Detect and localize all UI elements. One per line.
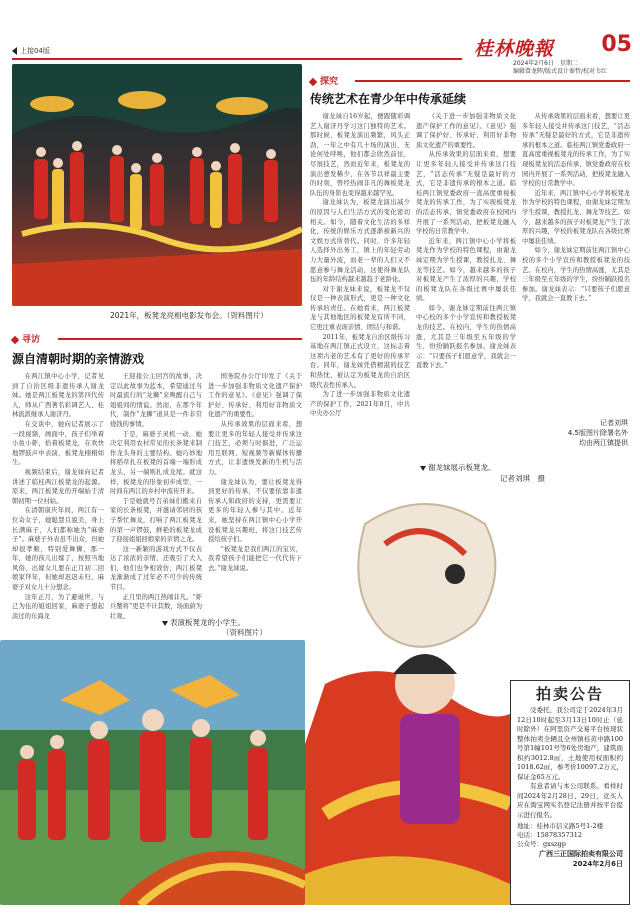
notice-body-p2: 有意者请与本公司联系。看样时间2024年2月28日、29日，竞买人应在淘宝网实名登记注册并按平台提示进行报名。 <box>517 782 623 819</box>
left-col3-p1: 国务院办公厅印发了《关于进一步加强非物质文化遗产保护工作的意见》。《意见》强调了保护好、传承好、利用好非物质文化遗产的重要性。 <box>208 373 302 419</box>
diamond-icon <box>309 77 317 85</box>
left-col3-p2: 从传承效果的层面来看，想要让更多的年轻人接受并传承这门技艺，必须与时俱进，广泛运用互联网、短视频等新媒体传播方式，让非遗焕发新的生机与活力。 <box>208 420 302 476</box>
left-col-2 <box>110 372 202 622</box>
dateline <box>513 60 633 76</box>
left-col1-p4: 在清朝康庆年间，两江有一位奇女子，她聪慧且貌美，身上长满麻子，人们都称她为“麻婆子”。麻婆子外表虽不出众，但她却很孝顺，特别爱舞狮，那一年，她的孩儿出嫁了，按照当地风俗，出嫁女儿要在正月初二回娘家拜年，但她却迟迟未归，麻婆子对女儿十分想念。 <box>12 507 104 592</box>
masthead <box>470 34 640 62</box>
notice-date: 2024年2月6日 <box>572 860 623 868</box>
arrow-left-icon <box>12 47 17 55</box>
dragon-show-photo <box>12 64 302 306</box>
left-col2-p5: 正月里的两江热闹非凡。“虾兵蟹将”更是不计其数，场面蔚为壮观。 <box>110 593 202 620</box>
notice-wechat: 公众号：gxszgp <box>517 840 566 848</box>
students-image <box>0 640 305 905</box>
masthead-name: 桂林晚報 <box>474 38 555 60</box>
right-col3-p2: 近年来，两江镇中心小学将板凳龙作为学校的特色课程，由谢龙妹定期为学生授课，教授扎龙、舞龙等技艺。如今，越来越多的孩子对板凳龙产生了浓厚的兴趣，学校的板凳龙队在各级比赛中屡获佳绩。 <box>522 189 630 245</box>
left-col1-p1: 在两江镇中心小学，记者见到了自治区级非遗传承人谢龙妹。她是两江板凳龙的第四代传人，师从广西著名彩调艺人、桂林流派继承人谢济丹。 <box>12 373 104 419</box>
performer-dragon-photo <box>305 484 510 905</box>
left-col3-p4: “板凳龙是我们两江的宝贝，我希望孩子们能把它一代代传下去。”谢龙妹说。 <box>208 545 302 572</box>
stage-image <box>12 64 302 306</box>
right-col3-p3: 如今，谢龙妹定期前往两江镇中心校的多个小学宣传和教授板凳龙的技艺。在校内，学生的热情高涨，尤其是三年级至五年级的学生，纷纷踊跃报名参加。谢龙妹表示：“只要孩子们愿意学，我就会一直教下去。” <box>522 247 630 303</box>
left-col-1 <box>12 372 104 622</box>
left-col2-p4: 这一新颖的游戏方式不仅表达了浓浓的亲情，还吸引了大人们，他们也争相效仿，两江板凳龙渐渐成了过年必不可少的传统节目。 <box>110 545 202 592</box>
notice-company: 广西三正国际拍卖有限公司 <box>539 850 623 858</box>
left-col2-p2: 于是，麻婆子灵机一动，她决定利用农村常见的长条凳来制作龙头身的主要结构。她巧妙地将稻草扎在板凳的首端一端形成龙头，另一端则扎成龙尾。就这样，板凳龙的形象初步成型，一时间在两江的乡村中流传开来。 <box>110 430 202 496</box>
right-headline: 传统艺术在青少年中传承延续 <box>310 92 467 106</box>
arrow-down-icon <box>420 466 426 471</box>
right-caption-credit: 记者刘琪 摄 <box>500 474 545 483</box>
credit-source: 均由两江镇提供 <box>579 439 628 447</box>
right-col3-p1: 从传承效果的层面来看，想要让更多年轻人接受并传承这门技艺，“活态传承”无疑是最好的方式，它是非遗传承的根本之道。临桂两江镇党委政府一直高度重视板凳龙的传承工作，为了实现板凳龙的活态传承，镇党委政府在校园内开展了一系列活动，把板凳龙融入学校的日常教学中。 <box>522 113 630 188</box>
performer-image <box>305 484 510 905</box>
right-col1-p5: 为了进一步加强非物质文化遗产的保护工作，2021年8月，中共中央办公厅 <box>310 391 410 418</box>
notice-title: 拍卖公告 <box>535 685 604 703</box>
editor-credits: 编辑曾龙晖/版式设计秦哲/校对韦红 <box>513 68 608 75</box>
notice-phone: 电话：15878357312 <box>517 831 582 839</box>
header-rule <box>12 58 462 60</box>
section-label-tanjiu: 探究 <box>320 77 339 87</box>
right-col-2 <box>416 112 516 457</box>
students-caption-line1: 表演板凳龙的小学生。 <box>170 618 245 627</box>
right-col2-p1: 《关于进一步加强非物质文化遗产保护工作的意见》。《意见》强调了保护好、传承好、利用好非物质文化遗产的重要性。 <box>416 113 516 149</box>
right-col1-p2: 谢龙妹认为，板凳龙演出减少的原因与人们生活方式的变化密切相关。如今，随着文化生活的多样化，传统的娱乐方式逐渐被新兴的文娱方式所替代。同时，许多年轻人选择外出务工，镇上的年轻劳动力大量外流，而老一辈的人们又不愿意参与舞龙活动，这使得舞龙队伍的年龄结构越来越趋于老龄化。 <box>310 199 410 284</box>
left-col-3 <box>208 372 302 622</box>
credit-reporter: 记者刘琪 <box>600 419 628 427</box>
right-col2-p3: 近年来，两江镇中心小学将板凳龙作为学校的特色课程，由谢龙妹定期为学生授课，教授扎龙、舞龙等技艺。如今，越来越多的孩子对板凳龙产生了浓厚的兴趣，学校的板凳龙队在各级比赛中屡获佳绩。 <box>416 237 516 303</box>
top-photo-caption-text: 2021年，板凳龙亮相电影发布会。（资料图片） <box>110 311 268 320</box>
notice-body-p1: 受委托，我公司定于2024年3月12日10时起至3月13日10时止（延时除外）在阿里资产交易平台按现状整体拍卖全辆且全州镇桂黄中路100号第1幢101号等6处房地产，建筑面积约3012.8㎡，土地使用权面积约1018.62㎡，参考价10097.2万元，保证金65万元。 <box>517 706 623 781</box>
left-headline: 源自清朝时期的亲情游戏 <box>12 352 145 366</box>
right-col1-p4: 2011年，板凳龙自治区级传习基地在两江镇正式设立，这标志着这项古老的艺术有了更好的传承平台。同年，谢龙妹凭借精湛的技艺和热忱，被认定为板凳龙的自治区级代表性传承人。 <box>310 333 410 389</box>
right-col-3 <box>522 112 630 417</box>
left-col3-p3: 谢龙妹认为，要让板凳龙得到更好的传承，不仅要依靠非遗传承人和政府的支持，更需要让更多的年轻人参与其中。近年来，她坚持在两江镇中心小学开设板凳龙兴趣班，将这门技艺传授给孩子们。 <box>208 478 302 544</box>
left-col1-p3: 视频结束后，谢龙妹向记者讲述了临桂两江板凳龙的起源。原来，两江板凳龙的开端始于清朝初期一位村姑。 <box>12 468 104 505</box>
notice-address: 地址：桂林市信义路5号1-2楼 <box>517 822 604 830</box>
section-tag-tanjiu <box>310 74 338 87</box>
arrow-down-icon <box>162 621 168 626</box>
right-photo-caption <box>420 462 545 484</box>
continue-label: 上接04版 <box>20 47 50 55</box>
left-col2-p1: 王迎接公主回宫的故事，决定以此故事为蓝本，希望通过当时最流行的“龙狮”来唤醒自己与姐姐间的情谊。然而，在那个年代，制作“龙狮”道具是一件非常烧钱的事情。 <box>110 373 202 428</box>
auction-notice <box>510 680 630 905</box>
credit-photos: 4.5版图片除署名外 <box>567 429 628 437</box>
top-photo-caption <box>110 310 268 321</box>
right-caption-text: 谢龙妹展示板凳龙。 <box>428 463 496 472</box>
students-caption-line2: （资料图片） <box>222 628 267 637</box>
left-col1-p5: 这年正月，为了避诞世，与己为伍的姐姐回家，麻婆子想起淡过的东海龙 <box>12 593 104 620</box>
section-tag-xunfang <box>12 332 40 345</box>
section-rule-right <box>355 80 630 82</box>
right-article-credit <box>520 418 628 448</box>
issue-date: 2024年2月6日 星期二 <box>513 60 578 67</box>
students-photo-caption <box>162 618 267 638</box>
section-rule-left <box>58 338 302 340</box>
section-label-xunfang: 寻访 <box>22 335 41 345</box>
notice-contact <box>511 822 629 849</box>
left-col1-p2: 在交谈中，她向记者展示了一段视频，画面中，孩子们举着小鱼小虾，拾着板凳龙，在欢快地锣鼓声中表演，板凳龙栩栩如生。 <box>12 420 104 467</box>
right-col2-p4: 如今，谢龙妹定期前往两江镇中心校的多个小学宣传和教授板凳龙的技艺。在校内，学生的热情高涨，尤其是三年级至五年级的学生，纷纷踊跃报名参加。谢龙妹表示：“只要孩子们愿意学，我就会一直教下去。” <box>416 304 516 370</box>
diamond-icon <box>11 335 19 343</box>
page-number: 05 <box>601 32 632 57</box>
continue-marker <box>12 46 50 56</box>
notice-body <box>511 704 629 822</box>
left-col2-p3: 于是她就号召弟妹们搬来自家的长条板凳，并邀请邻居的孩子帮忙舞龙，打响了两江板凳龙的第一声锣鼓，鲜艳的板凳龙成了迎接姐姐回娘家的亲情之龙。 <box>110 497 202 544</box>
students-dragon-photo <box>0 640 305 905</box>
right-col1-p1: 谢龙妹自16岁起，便跟随彩调艺人谢济丹学习这门独特的艺术。那时候，板凳龙演出频繁，风头正劲，一年之中有几十场的演出，无论何处呼唤，他们都会欣然前往，尽展技艺，然而近年来，板凳龙的演出愈发稀少，在各节以祥最主要的时刻，曾经热闹非凡的舞板凳龙队伍的身影也变得越来越罕见。 <box>310 113 410 197</box>
right-col2-p2: 从传承效果的层面来看，想要让更多年轻人接受并传承这门技艺，“活态传承”无疑是最好的方式，它是非遗传承的根本之道。临桂两江镇党委政府一直高度重视板凳龙的传承工作，为了实现板凳龙的活态传承，镇党委政府在校园内开展了一系列活动，把板凳龙融入学校的日常教学中。 <box>416 151 516 236</box>
right-col1-p3: 对于谢龙妹来说，板凳龙不仅仅是一种表演形式，更是一种文化传承的责任。在她看来，两江板凳龙与其他地区的板凳龙有所不同，它更注重表现亲情、团结与和谐。 <box>310 285 410 332</box>
